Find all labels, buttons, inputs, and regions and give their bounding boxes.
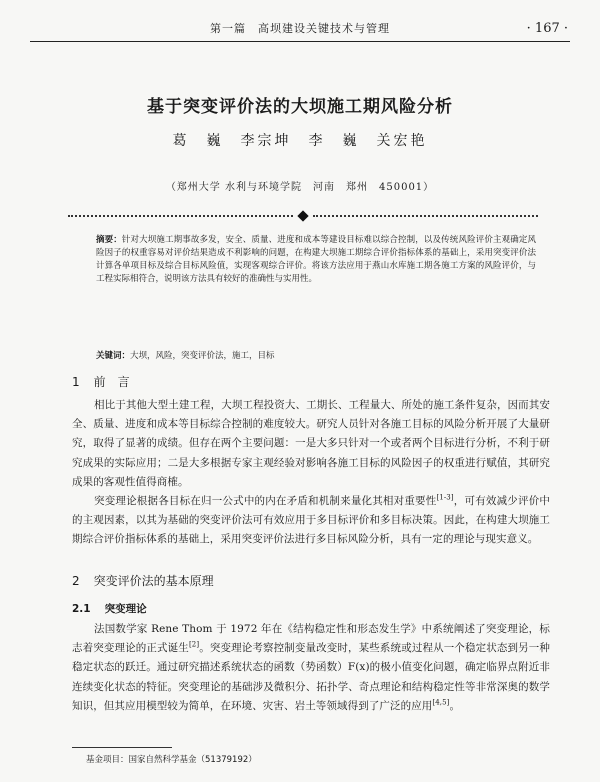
theory-paragraph-text-b: 。突变理论考察控制变量改变时，某些系统或过程从一个稳定状态到另一种稳定状态的跃迁。通过研究描述系统状态的函数（势函数）F(x)的极小值变化问题，确定临界点附近非连续变化状态的特征。突变理论的基础涉及微积分、拓扑学、奇点理论和结构稳定性等非常深奥的数学知识，但其应用模型较为简单，在环境、灾害、岩土等领域得到了广泛的应用 xyxy=(72,642,550,712)
intro-paragraph-2 xyxy=(72,492,550,550)
author-affiliation: （郑州大学 水利与环境学院 河南 郑州 450001） xyxy=(165,182,435,193)
section-heading-principles xyxy=(72,572,214,589)
intro-paragraph-2-text-b: ，可有效减少评价中的主观因素，以其为基础的突变评价法可有效应用于多目标评价和多目标决策。因此，在构建大坝施工期综合评价指标体系的基础上，采用突变评价法进行多目标风险分析，具有一定的理论与现实意义。 xyxy=(72,495,550,546)
section-title: 前 言 xyxy=(93,375,130,389)
citation-ref: [1-3] xyxy=(436,493,454,502)
keywords xyxy=(96,350,536,363)
keywords-label: 关键词： xyxy=(96,351,131,361)
intro-paragraph-2-text-a: 突变理论根据各目标在归一公式中的内在矛盾和机制来量化其相对重要性 xyxy=(94,495,437,507)
section-title: 突变评价法的基本原理 xyxy=(93,574,214,588)
theory-paragraph xyxy=(72,620,550,716)
subsection-heading-catastrophe-theory xyxy=(72,601,147,616)
abstract-label: 摘要： xyxy=(96,235,122,245)
citation-ref: [2] xyxy=(188,640,200,649)
page-number: · 167 · xyxy=(526,20,568,36)
ornamental-divider xyxy=(68,213,538,219)
intro-paragraph-1: 相比于其他大型土建工程，大坝工程投资大、工期长、工程量大、所处的施工条件复杂，因而其安全、质量、进度和成本等目标综合控制的难度较大。研究人员针对各施工目标的风险分析开展了大量研究，取得了显著的成绩。但存在两个主要问题：一是大多只针对一个或者两个目标进行分析，不利于研究成果的实际应用；二是大多根据专家主观经验对影响各施工目标的风险因子的权重进行赋值，其研究成果的客观性值得商榷。 xyxy=(72,399,550,488)
diamond-icon xyxy=(297,210,308,221)
divider-line-right xyxy=(313,215,538,217)
abstract-text: 针对大坝施工期事故多发，安全、质量、进度和成本等建设目标难以综合控制，以及传统风险评价主观确定风险因子的权重容易对评价结果造成不利影响的问题，在构建大坝施工期综合评价指标体系的基础上，采用突变评价法计算各单项目标及综合目标风险值，实现客观综合评价。将该方法应用于燕山水库施工期各施工方案的风险评价，与工程实际相符合，说明该方法具有较好的准确性与实用性。 xyxy=(96,235,536,284)
paper-title: 基于突变评价法的大坝施工期风险分析 xyxy=(147,97,453,117)
theory-paragraph-text-c: 。 xyxy=(449,699,461,712)
abstract xyxy=(96,234,536,286)
running-header-chapter: 第一篇 高坝建设关键技术与管理 xyxy=(210,22,390,35)
divider-line-left xyxy=(68,215,293,217)
citation-ref: [4,5] xyxy=(432,698,450,707)
footnote-rule xyxy=(72,747,172,748)
section-number: 2 xyxy=(72,574,80,588)
author-list: 葛 巍 李宗坤 李 巍 关宏艳 xyxy=(172,133,428,149)
section-number: 1 xyxy=(72,375,80,389)
subsection-title: 突变理论 xyxy=(104,603,147,615)
funding-footnote: 基金项目：国家自然科学基金（51379192） xyxy=(86,755,257,765)
section-heading-introduction xyxy=(72,373,130,390)
running-header xyxy=(0,18,600,38)
keywords-text: 大坝，风险，突变评价法，施工，目标 xyxy=(130,351,275,361)
theory-paragraph-text-a: 法国数学家 Rene Thom 于 1972 年在《结构稳定性和形态发生学》中系统阐述了突变理论，标志着突变理论的正式诞生 xyxy=(72,623,550,655)
subsection-number: 2.1 xyxy=(72,603,91,615)
header-rule xyxy=(30,41,570,42)
